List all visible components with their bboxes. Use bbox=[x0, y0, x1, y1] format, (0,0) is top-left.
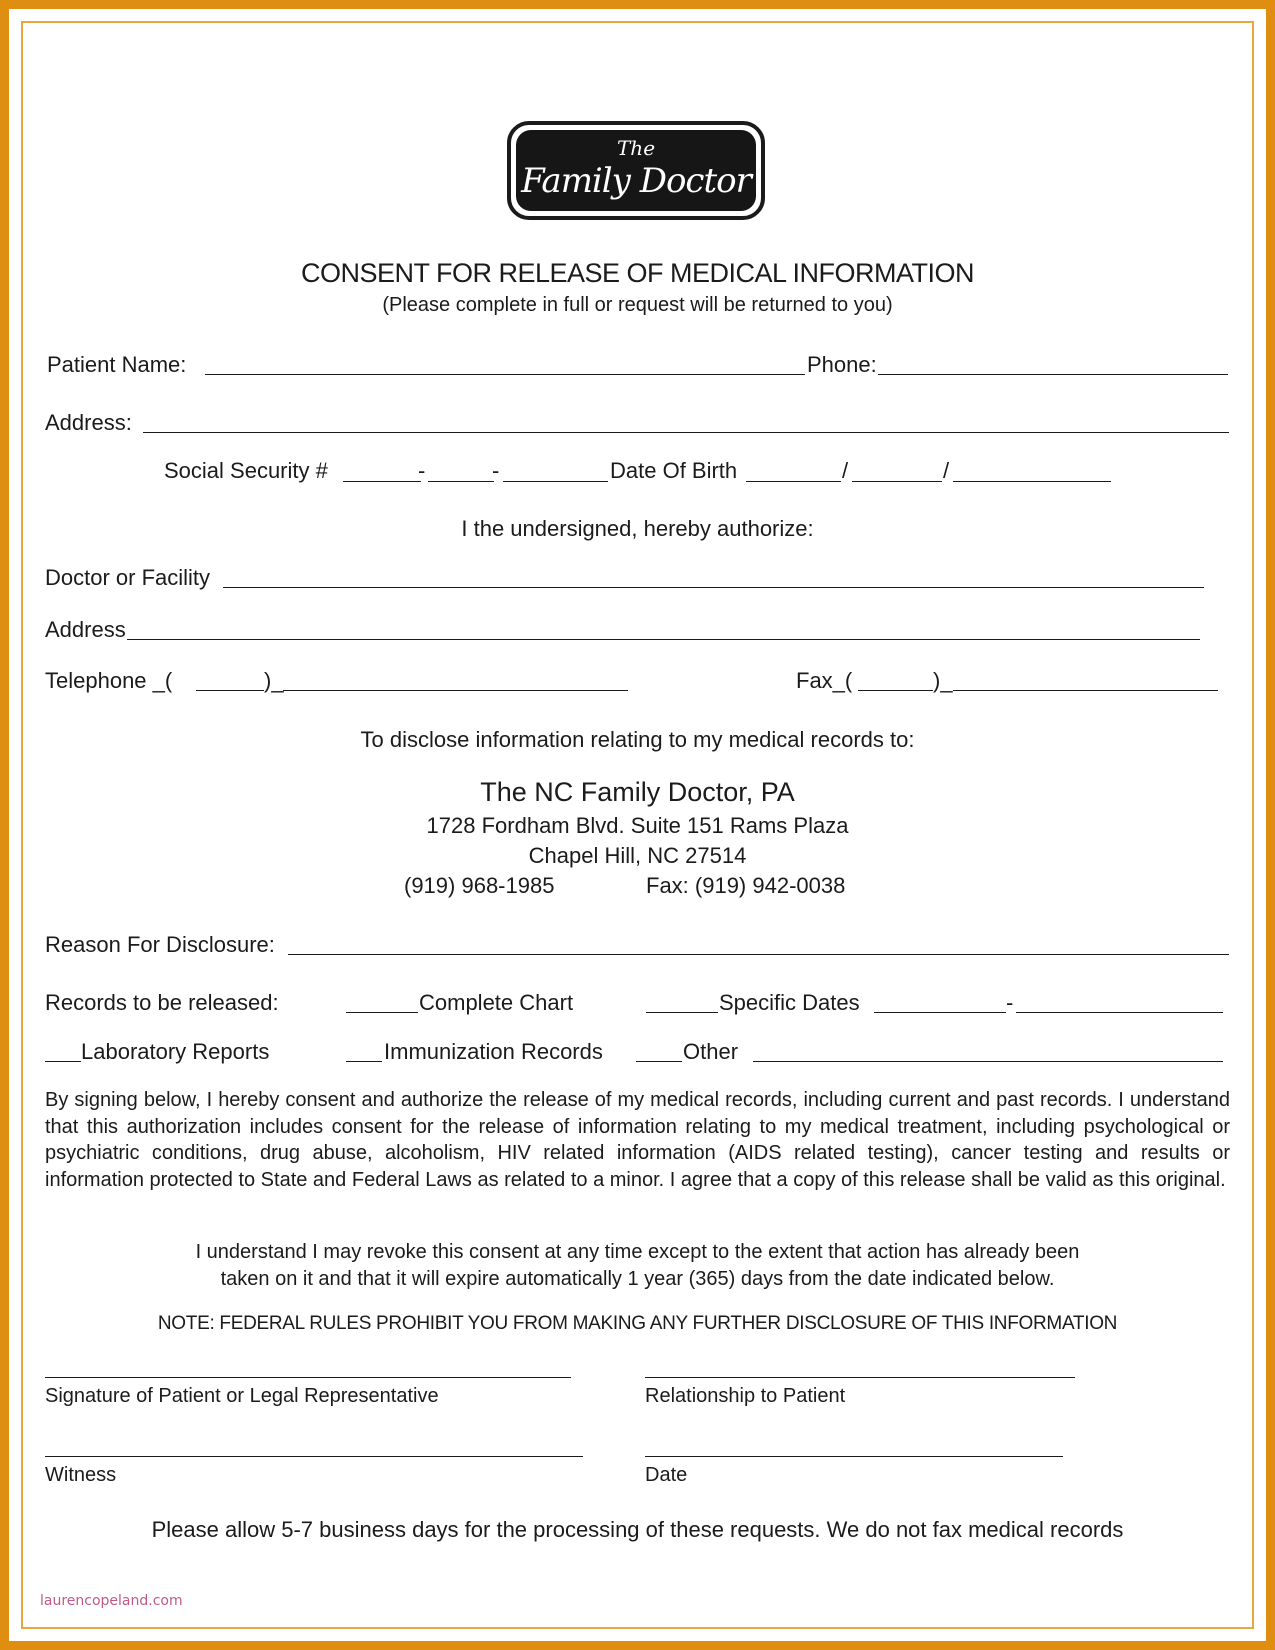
complete-chart-check[interactable] bbox=[346, 1012, 418, 1013]
dob-separator-1: / bbox=[842, 458, 849, 483]
phone-label: Phone: bbox=[807, 352, 877, 377]
fax-label: Fax_( bbox=[796, 668, 853, 693]
family-doctor-logo bbox=[507, 121, 765, 220]
telephone-area-field[interactable] bbox=[196, 690, 264, 691]
specific-dates-label: Specific Dates bbox=[719, 990, 860, 1015]
patient-signature-label: Signature of Patient or Legal Representative bbox=[45, 1385, 439, 1407]
form-subtitle: (Please complete in full or request will be returned to you) bbox=[382, 294, 893, 316]
ssn-part2-field[interactable] bbox=[428, 481, 494, 482]
reason-field[interactable] bbox=[288, 954, 1229, 955]
revoke-line-1: I understand I may revoke this consent at any time except to the extent that action has already been bbox=[195, 1241, 1080, 1263]
relationship-line[interactable] bbox=[645, 1377, 1075, 1378]
other-check[interactable] bbox=[636, 1061, 682, 1062]
address-label: Address: bbox=[45, 410, 132, 435]
dob-year-field[interactable] bbox=[953, 481, 1111, 482]
dob-label: Date Of Birth bbox=[610, 458, 738, 483]
witness-label: Witness bbox=[45, 1464, 117, 1486]
dob-separator-2: / bbox=[943, 458, 950, 483]
telephone-close: )_ bbox=[264, 668, 284, 693]
complete-chart-label: Complete Chart bbox=[419, 990, 574, 1015]
dates-separator: - bbox=[1006, 990, 1014, 1015]
recipient-fax: Fax: (919) 942-0038 bbox=[646, 873, 846, 898]
ssn-label: Social Security # bbox=[164, 458, 328, 483]
logo-plate bbox=[516, 130, 756, 211]
dob-month-field[interactable] bbox=[746, 481, 841, 482]
patient-name-field[interactable] bbox=[205, 374, 805, 375]
phone-field[interactable] bbox=[878, 374, 1228, 375]
facility-address-label: Address bbox=[45, 617, 126, 642]
authorize-text: I the undersigned, hereby authorize: bbox=[461, 516, 814, 541]
federal-note: NOTE: FEDERAL RULES PROHIBIT YOU FROM MAKING ANY FURTHER DISCLOSURE OF THIS INFORMATION bbox=[157, 1313, 1118, 1334]
fax-close: )_ bbox=[933, 668, 953, 693]
fax-number-field[interactable] bbox=[953, 690, 1218, 691]
ssn-part1-field[interactable] bbox=[343, 481, 421, 482]
dates-to-field[interactable] bbox=[1016, 1012, 1223, 1013]
logo-small-text: The bbox=[616, 136, 656, 160]
watermark: laurencopeland.com bbox=[40, 1593, 183, 1609]
relationship-label: Relationship to Patient bbox=[645, 1385, 846, 1407]
recipient-address-1: 1728 Fordham Blvd. Suite 151 Rams Plaza bbox=[426, 813, 849, 838]
recipient-name: The NC Family Doctor, PA bbox=[480, 777, 795, 807]
other-field[interactable] bbox=[753, 1061, 1223, 1062]
date-label: Date bbox=[645, 1464, 688, 1486]
fax-area-field[interactable] bbox=[858, 690, 933, 691]
telephone-number-field[interactable] bbox=[283, 690, 628, 691]
doctor-facility-label: Doctor or Facility bbox=[45, 565, 211, 590]
specific-dates-check[interactable] bbox=[646, 1012, 718, 1013]
lab-reports-label: Laboratory Reports bbox=[81, 1039, 270, 1064]
recipient-address-2: Chapel Hill, NC 27514 bbox=[528, 843, 747, 868]
telephone-label: Telephone _( bbox=[45, 668, 173, 693]
witness-line[interactable] bbox=[45, 1456, 583, 1457]
immunization-label: Immunization Records bbox=[384, 1039, 603, 1064]
patient-name-label: Patient Name: bbox=[47, 352, 187, 377]
dob-day-field[interactable] bbox=[852, 481, 942, 482]
other-label: Other bbox=[683, 1039, 739, 1064]
reason-label: Reason For Disclosure: bbox=[45, 932, 275, 957]
form-title: CONSENT FOR RELEASE OF MEDICAL INFORMATION bbox=[300, 258, 975, 288]
footer-note: Please allow 5-7 business days for the processing of these requests. We do not fax medical records bbox=[151, 1517, 1124, 1542]
ssn-separator-2: - bbox=[492, 458, 500, 483]
revoke-line-2: taken on it and that it will expire automatically 1 year (365) days from the date indicated below. bbox=[220, 1268, 1055, 1290]
consent-paragraph: By signing below, I hereby consent and authorize the release of my medical records, including current and past records. I understand that this authorization includes consent for the release of information relating to my medical treatment, including psychological or psychiatric conditions, drug abuse, alcoholism, HIV related information (AIDS related testing), cancer testing and results or information protected to State and Federal Laws as related to a minor. I agree that a copy of this release shall be valid as this original. bbox=[45, 1089, 1230, 1191]
recipient-phone: (919) 968-1985 bbox=[404, 873, 555, 898]
logo-main-text: Family Doctor bbox=[521, 161, 751, 201]
lab-reports-check[interactable] bbox=[45, 1061, 81, 1062]
ssn-separator-1: - bbox=[418, 458, 426, 483]
ssn-part3-field[interactable] bbox=[503, 481, 608, 482]
records-label: Records to be released: bbox=[45, 990, 279, 1015]
address-field[interactable] bbox=[143, 432, 1229, 433]
immunization-check[interactable] bbox=[346, 1061, 382, 1062]
doctor-facility-field[interactable] bbox=[223, 587, 1204, 588]
date-line[interactable] bbox=[645, 1456, 1063, 1457]
patient-signature-line[interactable] bbox=[45, 1377, 571, 1378]
facility-address-field[interactable] bbox=[127, 639, 1200, 640]
dates-from-field[interactable] bbox=[874, 1012, 1006, 1013]
disclose-text: To disclose information relating to my medical records to: bbox=[360, 727, 915, 752]
